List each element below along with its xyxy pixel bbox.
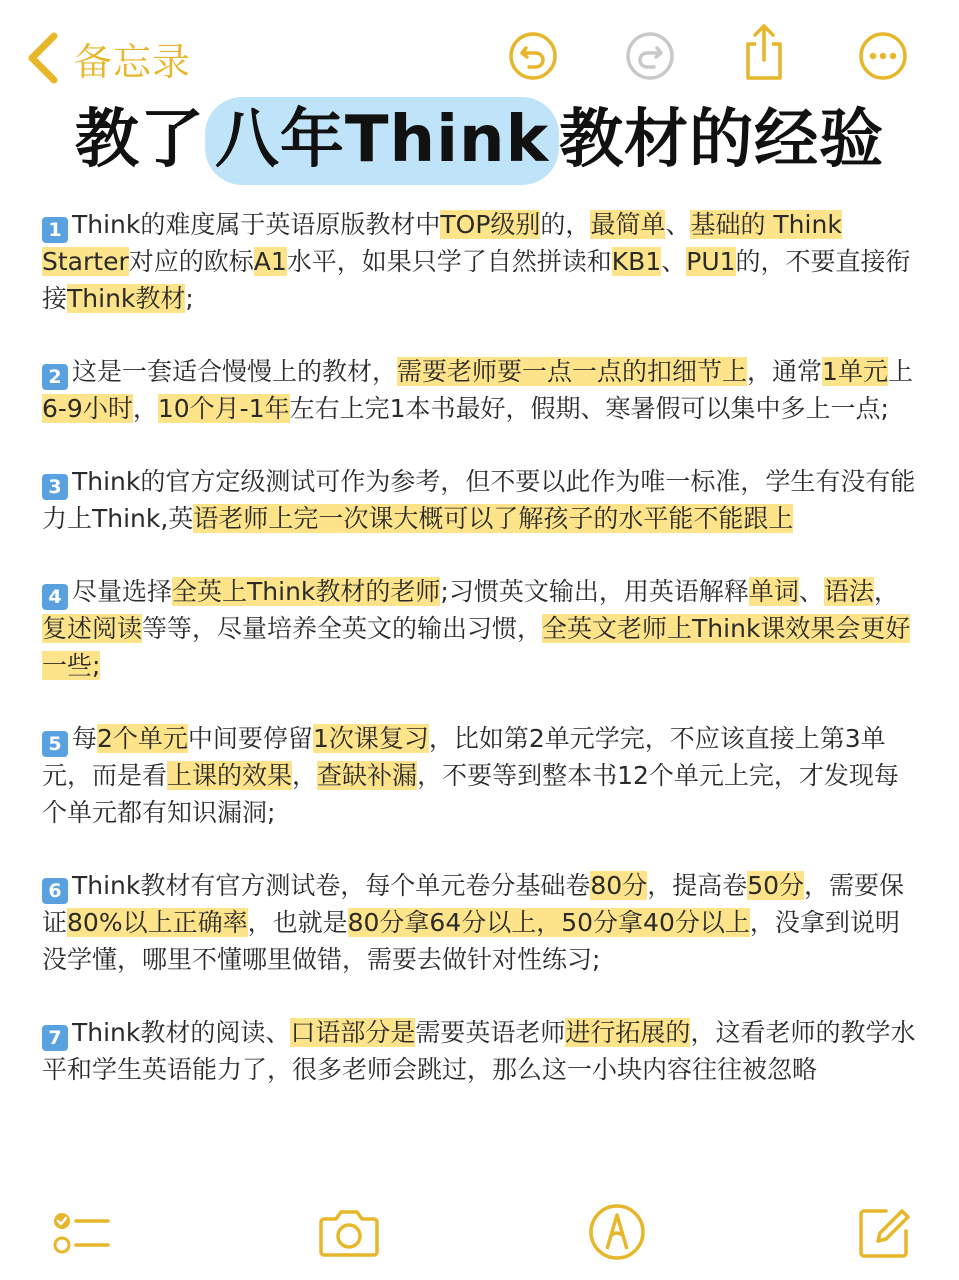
title-pre: 教了 xyxy=(74,103,205,177)
highlighted-text: 10个月-1年 xyxy=(157,394,290,423)
note-paragraph xyxy=(42,867,922,978)
note-title xyxy=(0,98,959,188)
highlighted-text: A1 xyxy=(253,247,287,276)
highlighted-text: 上课的效果 xyxy=(167,761,293,790)
number-emoji-badge: 5 xyxy=(42,731,68,757)
note-body[interactable] xyxy=(42,206,922,1124)
number-emoji-badge: 4 xyxy=(42,584,68,610)
paragraph-text: 这是一套适合慢慢上的教材， xyxy=(72,357,398,386)
back-button[interactable] xyxy=(26,28,191,88)
share-icon xyxy=(738,22,790,82)
note-paragraph xyxy=(42,1014,922,1088)
more-icon xyxy=(857,30,909,82)
highlighted-text: 口语部分是 xyxy=(290,1018,416,1047)
paragraph-text: 水平，如果只学了自然拼读和 xyxy=(286,247,612,276)
paragraph-text: Think教材有官方测试卷，每个单元卷分基础卷 xyxy=(72,871,591,900)
paragraph-text: ， xyxy=(132,394,158,423)
paragraph-text: 等等，尽量培养全英文的输出习惯， xyxy=(142,614,543,643)
paragraph-text: ，比如第2单元学完，不应该直接上第3单元，而是看 xyxy=(42,724,886,790)
paragraph-text: 、 xyxy=(661,247,687,276)
highlighted-text: 50分 xyxy=(747,871,805,900)
more-button[interactable] xyxy=(857,30,909,82)
highlighted-text: 80%以上正确率 xyxy=(67,908,248,937)
note-paragraph xyxy=(42,720,922,831)
highlighted-text: 80分 xyxy=(590,871,648,900)
camera-button[interactable] xyxy=(316,1199,382,1265)
paragraph-text: 、 xyxy=(798,577,824,606)
highlighted-text: 查缺补漏 xyxy=(317,761,418,790)
highlighted-text: 最简单 xyxy=(590,210,666,239)
compose-icon xyxy=(852,1199,918,1265)
highlighted-text: Think教材 xyxy=(67,284,186,313)
paragraph-text: 对应的欧标 xyxy=(128,247,254,276)
checklist-icon xyxy=(48,1199,114,1265)
paragraph-text: 、 xyxy=(665,210,691,239)
highlighted-text: 需要老师要一点一点的扣细节上 xyxy=(397,357,748,386)
highlighted-text: 6-9小时 xyxy=(42,394,133,423)
highlighted-text: 全英文老师上Think课效果会更好一些; xyxy=(42,614,911,680)
title-highlight: 八年Think xyxy=(205,103,559,177)
paragraph-text: ，没拿到说明没学懂，哪里不懂哪里做错，需要去做针对性练习; xyxy=(42,908,900,974)
bottom-toolbar xyxy=(0,1195,959,1275)
highlighted-text: 1单元 xyxy=(822,357,888,386)
chevron-left-icon xyxy=(26,31,60,85)
highlighted-text: 基础的 Think Starter xyxy=(42,210,842,276)
top-toolbar xyxy=(0,0,959,112)
number-emoji-badge: 3 xyxy=(42,474,68,500)
number-emoji-badge: 7 xyxy=(42,1025,68,1051)
checklist-button[interactable] xyxy=(48,1199,114,1265)
paragraph-text: 的，不要直接衔接 xyxy=(42,247,911,313)
title-post: 教材的经验 xyxy=(559,103,885,177)
highlighted-text: TOP级别 xyxy=(440,210,541,239)
paragraph-text: 每 xyxy=(72,724,98,753)
highlighted-text: 进行拓展的 xyxy=(565,1018,691,1047)
undo-button[interactable] xyxy=(507,30,559,82)
highlighted-text: 全英上Think教材的老师 xyxy=(172,577,441,606)
paragraph-text: 左右上完1本书最好，假期、寒暑假可以集中多上一点; xyxy=(289,394,889,423)
undo-icon xyxy=(507,30,559,82)
paragraph-text: Think的官方定级测试可作为参考，但不要以此作为唯一标准，学生有没有能力上Think,英 xyxy=(42,467,916,533)
paragraph-text: ， xyxy=(873,577,899,606)
share-button[interactable] xyxy=(738,22,790,82)
highlighted-text: 语法 xyxy=(823,577,874,606)
paragraph-text: 上 xyxy=(887,357,913,386)
paragraph-text: 的， xyxy=(540,210,591,239)
note-paragraph xyxy=(42,573,922,684)
note-paragraph xyxy=(42,206,922,317)
highlighted-text: 单词 xyxy=(748,577,799,606)
paragraph-text: ， xyxy=(292,761,318,790)
paragraph-text: ，提高卷 xyxy=(647,871,748,900)
highlighted-text: 复述阅读 xyxy=(42,614,143,643)
back-label: 备忘录 xyxy=(74,39,192,84)
highlighted-text: 2个单元 xyxy=(97,724,188,753)
paragraph-text: 需要英语老师 xyxy=(415,1018,566,1047)
highlighted-text: 1次课复习 xyxy=(312,724,429,753)
paragraph-text: ，通常 xyxy=(747,357,823,386)
paragraph-text: Think教材的阅读、 xyxy=(72,1018,291,1047)
paragraph-text: ，这看老师的教学水平和学生英语能力了，很多老师会跳过，那么这一小块内容往往被忽略 xyxy=(42,1018,916,1084)
highlighted-text: 语老师上完一次课大概可以了解孩子的水平能不能跟上 xyxy=(193,504,794,533)
number-emoji-badge: 6 xyxy=(42,878,68,904)
paragraph-text: Think的难度属于英语原版教材中 xyxy=(72,210,441,239)
compose-button[interactable] xyxy=(852,1199,918,1265)
number-emoji-badge: 2 xyxy=(42,364,68,390)
camera-icon xyxy=(316,1199,382,1265)
highlighted-text: KB1 xyxy=(611,247,662,276)
paragraph-text: ，需要保证 xyxy=(42,871,905,937)
redo-icon xyxy=(624,30,676,82)
redo-button[interactable] xyxy=(624,30,676,82)
markup-button[interactable] xyxy=(584,1199,650,1265)
highlighted-text: 80分拿64分以上，50分拿40分以上 xyxy=(347,908,750,937)
paragraph-text: 中间要停留 xyxy=(187,724,313,753)
paragraph-text: ，不要等到整本书12个单元上完，才发现每个单元都有知识漏洞; xyxy=(42,761,899,827)
paragraph-text: ; xyxy=(185,284,194,313)
paragraph-text: ，也就是 xyxy=(247,908,348,937)
number-emoji-badge: 1 xyxy=(42,217,68,243)
paragraph-text: ;习惯英文输出，用英语解释 xyxy=(440,577,749,606)
highlighted-text: PU1 xyxy=(686,247,736,276)
note-paragraph xyxy=(42,353,922,427)
note-paragraph xyxy=(42,463,922,537)
paragraph-text: 尽量选择 xyxy=(72,577,173,606)
markup-icon xyxy=(584,1199,650,1265)
